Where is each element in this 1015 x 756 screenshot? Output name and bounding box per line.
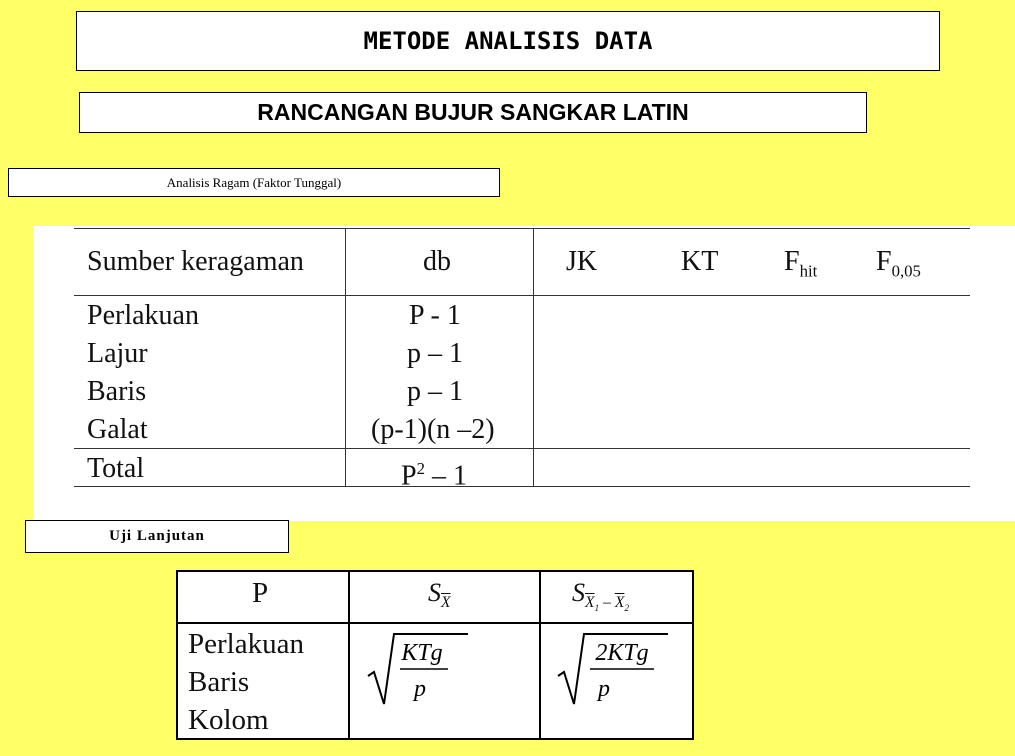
formula1-numerator: KTg xyxy=(401,640,443,666)
row-sumber-baris: Baris xyxy=(87,376,147,407)
table-rule-header xyxy=(74,295,970,296)
sx-x: X xyxy=(441,594,451,612)
header-fhit-sub: hit xyxy=(799,261,818,281)
table-rule-bottom xyxy=(74,486,970,487)
page-subtitle: RANCANGAN BUJUR SANGKAR LATIN xyxy=(257,99,689,125)
uji-col-divider-2 xyxy=(539,570,541,740)
table-col-divider-1 xyxy=(345,228,346,486)
row-db-baris: p – 1 xyxy=(407,376,463,407)
uji-rule-left xyxy=(176,570,178,740)
table-rule-top xyxy=(74,228,970,229)
header-ftab-base: F xyxy=(876,246,892,277)
anova-label-box xyxy=(8,168,500,197)
total-db-rest: – 1 xyxy=(424,460,467,492)
row-sumber-lajur: Lajur xyxy=(87,338,148,369)
anova-table xyxy=(33,226,1015,521)
header-ftab-sub: 0,05 xyxy=(891,261,921,281)
uji-item-kolom: Kolom xyxy=(188,704,269,736)
table-rule-total xyxy=(74,448,970,449)
row-db-galat: (p-1)(n –2) xyxy=(371,414,495,445)
anova-label: Analisis Ragam (Faktor Tunggal) xyxy=(166,174,342,190)
uji-rule-right xyxy=(692,570,694,740)
table-col-divider-2 xyxy=(533,228,534,486)
page-title-box xyxy=(76,11,940,71)
uji-col-divider-1 xyxy=(348,570,350,740)
uji-label-box xyxy=(25,520,289,553)
subtitle-box xyxy=(79,92,867,133)
sx1x2-sub2: 2 xyxy=(624,604,630,615)
formula2-denominator: p xyxy=(598,676,610,702)
sx1x2-s: S xyxy=(572,578,585,607)
formula1-denominator: p xyxy=(414,676,426,702)
sx1x2-x2: $\overline{X}$ xyxy=(614,594,625,612)
header-fhit-base: F xyxy=(784,246,800,277)
header-kt: KT xyxy=(681,246,719,277)
uji-item-baris: Baris xyxy=(188,666,250,698)
total-db-base: P xyxy=(401,460,417,492)
row-sumber-perlakuan: Perlakuan xyxy=(87,300,199,331)
row-db-total xyxy=(401,450,467,495)
row-db-perlakuan: P - 1 xyxy=(409,300,461,331)
sx1x2-minus: – xyxy=(599,594,615,612)
sx-s: S xyxy=(428,578,441,607)
row-sumber-galat: Galat xyxy=(87,414,148,445)
uji-label: Uji Lanjutan xyxy=(109,528,205,544)
sqrt-ktg-over-p-formula xyxy=(364,628,474,710)
header-sumber: Sumber keragaman xyxy=(87,246,304,277)
header-db: db xyxy=(423,246,451,277)
header-fhit xyxy=(784,243,817,291)
row-sumber-total: Total xyxy=(87,453,145,484)
sqrt-2ktg-over-p-formula xyxy=(554,628,674,710)
uji-header-sx1x2 xyxy=(572,574,629,628)
uji-header-p: P xyxy=(252,577,269,609)
uji-rule-top xyxy=(176,570,694,572)
formula2-numerator: 2KTg xyxy=(595,640,649,666)
header-ftab xyxy=(876,243,921,291)
uji-header-sx xyxy=(428,574,451,622)
page-title: METODE ANALISIS DATA xyxy=(363,27,653,55)
uji-lanjutan-table xyxy=(176,570,694,740)
total-db-sup: 2 xyxy=(416,459,425,478)
sx1x2-x1: $\overline{X}$ xyxy=(585,594,595,612)
sx1x2-sub1: 1 xyxy=(594,604,600,615)
uji-item-perlakuan: Perlakuan xyxy=(188,628,304,660)
row-db-lajur: p – 1 xyxy=(407,338,463,369)
header-jk: JK xyxy=(566,246,598,277)
